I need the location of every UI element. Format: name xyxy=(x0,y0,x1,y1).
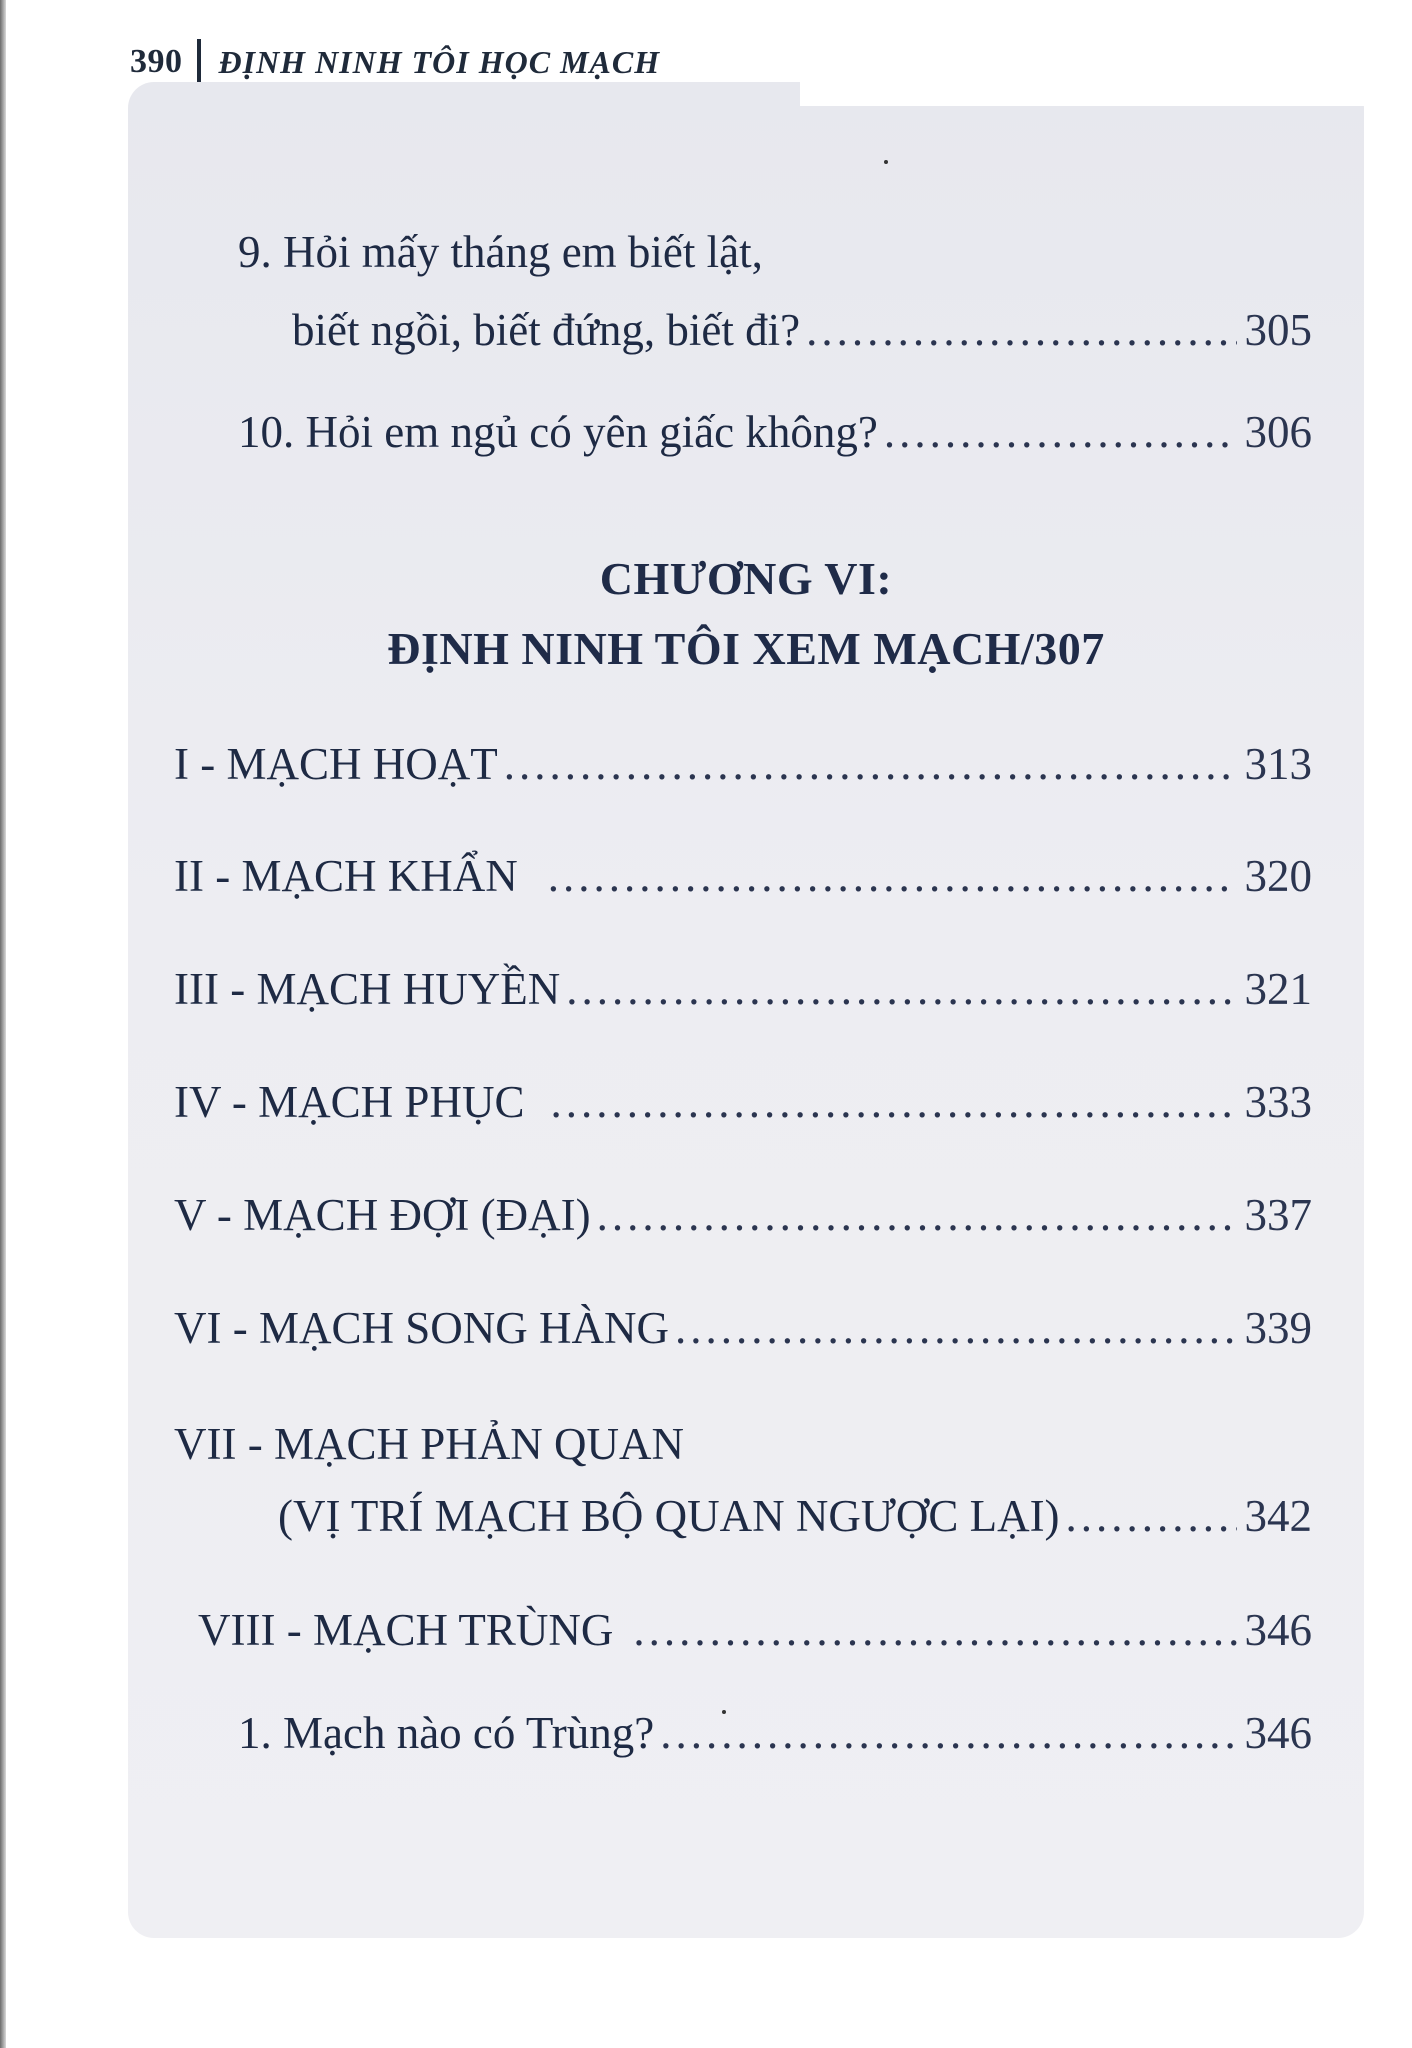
dot-leader xyxy=(597,1189,1237,1241)
toc-entry-label: IV - MẠCH PHỤC xyxy=(174,1077,525,1127)
toc-entry-page: 342 xyxy=(1244,1491,1312,1541)
toc-entry-page: 313 xyxy=(1244,739,1312,789)
dot-leader xyxy=(550,1076,1236,1128)
toc-entry-label: VI - MẠCH SONG HÀNG xyxy=(174,1303,669,1353)
dot-leader xyxy=(548,850,1237,902)
toc-entry-label: V - MẠCH ĐỢI (ĐẠI) xyxy=(174,1190,591,1240)
toc-entry-page: 346 xyxy=(1244,1708,1312,1758)
toc-entry-label: 10. Hỏi em ngủ có yên giấc không? xyxy=(238,407,878,457)
toc-entry-page: 346 xyxy=(1244,1605,1312,1655)
chapter-heading-line2[interactable]: ĐỊNH NINH TÔI XEM MẠCH/307 xyxy=(387,623,1105,674)
toc-entry-label: (VỊ TRÍ MẠCH BỘ QUAN NGƯỢC LẠI) xyxy=(278,1491,1060,1541)
toc-entry-label: VIII - MẠCH TRÙNG xyxy=(198,1605,614,1655)
chapter-heading-line1: CHƯƠNG VI: xyxy=(599,553,893,604)
toc-entry-page: 306 xyxy=(1244,407,1312,457)
page-edge-shadow xyxy=(0,0,6,2048)
toc-entry-mach-phan-quan[interactable] xyxy=(278,1490,1312,1542)
paper-speck xyxy=(884,160,888,164)
panel-notch xyxy=(800,60,1404,106)
dot-leader xyxy=(633,1604,1236,1656)
toc-entry-label: biết ngồi, biết đứng, biết đi? xyxy=(292,305,801,355)
toc-entry-mach-phan-quan-line1: VII - MẠCH PHẢN QUAN xyxy=(174,1419,684,1469)
toc-entry-9[interactable] xyxy=(292,304,1312,356)
dot-leader xyxy=(566,963,1236,1015)
dot-leader xyxy=(660,1707,1236,1759)
toc-entry-mach-khan[interactable] xyxy=(174,850,1312,902)
toc-entry-page: 321 xyxy=(1244,964,1312,1014)
toc-entry-page: 333 xyxy=(1244,1077,1312,1127)
dot-leader xyxy=(884,406,1237,458)
dot-leader xyxy=(504,738,1237,790)
toc-entry-mach-trung[interactable] xyxy=(198,1604,1312,1656)
toc-entry-page: 339 xyxy=(1244,1303,1312,1353)
dot-leader xyxy=(806,304,1236,356)
toc-entry-9-line1: 9. Hỏi mấy tháng em biết lật, xyxy=(238,227,763,277)
dot-leader xyxy=(1066,1490,1237,1542)
toc-entry-mach-huyen[interactable] xyxy=(174,963,1312,1015)
toc-entry-page: 337 xyxy=(1244,1190,1312,1240)
page-number: 390 xyxy=(130,43,183,80)
toc-entry-page: 305 xyxy=(1244,305,1312,355)
toc-entry-label: 1. Mạch nào có Trùng? xyxy=(238,1708,655,1758)
book-title: ĐỊNH NINH TÔI HỌC MẠCH xyxy=(218,43,661,80)
paper-speck xyxy=(722,1710,726,1714)
toc-entry-mach-doi[interactable] xyxy=(174,1189,1312,1241)
toc-entry-mach-nao-co-trung[interactable] xyxy=(238,1707,1312,1759)
toc-entry-mach-song-hang[interactable] xyxy=(174,1302,1312,1354)
toc-entry-page: 320 xyxy=(1244,851,1312,901)
toc-entry-10[interactable] xyxy=(238,406,1312,458)
toc-entry-label: I - MẠCH HOẠT xyxy=(174,739,498,789)
dot-leader xyxy=(675,1302,1237,1354)
header-divider xyxy=(197,39,201,85)
toc-entry-label: II - MẠCH KHẨN xyxy=(174,851,518,901)
toc-entry-mach-phuc[interactable] xyxy=(174,1076,1312,1128)
toc-entry-mach-hoat[interactable] xyxy=(174,738,1312,790)
toc-entry-label: III - MẠCH HUYỀN xyxy=(174,964,561,1014)
